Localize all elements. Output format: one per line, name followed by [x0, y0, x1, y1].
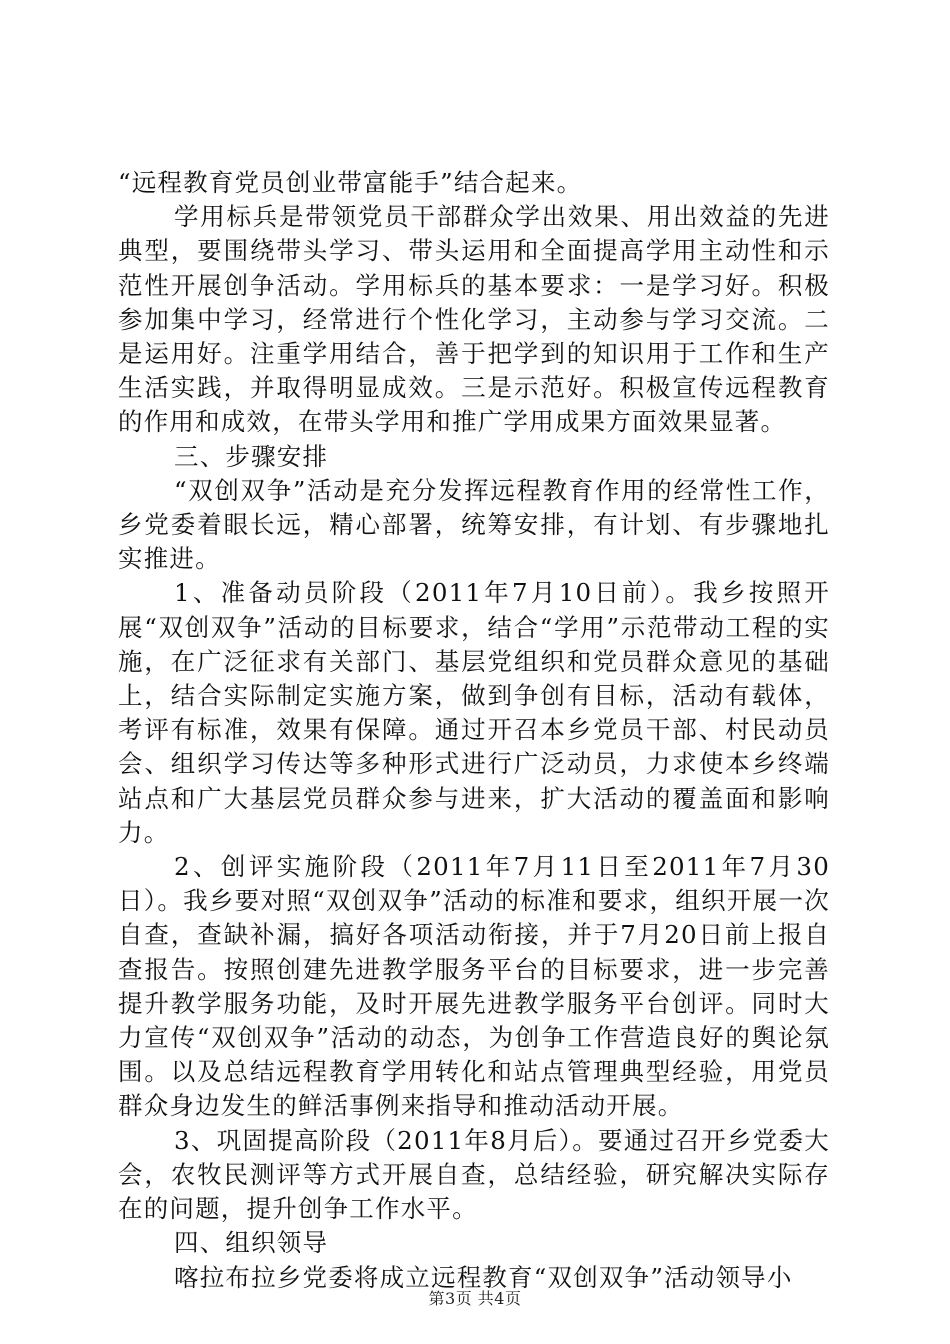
paragraph-steps-intro: “双创双争”活动是充分发挥远程教育作用的经常性工作，乡党委着眼长远，精心部署，统筹安排，有计划、有步骤地扎实推进。 [118, 475, 830, 574]
page-footer: 第3页 共4页 [428, 1289, 522, 1308]
document-body [118, 166, 830, 1295]
paragraph-step-2: 2、创评实施阶段（2011年7月11日至2011年7月30日）。我乡要对照“双创双争”活动的标准和要求，组织开展一次自查，查缺补漏，搞好各项活动衔接，并于7月20日前上报自查报告。按照创建先进教学服务平台的目标要求，进一步完善提升教学服务功能，及时开展先进教学服务平台创评。同时大力宣传“双创双争”活动的动态，为创争工作营造良好的舆论氛围。以及总结远程教育学用转化和站点管理典型经验，用党员群众身边发生的鲜活事例来指导和推动活动开展。 [118, 852, 830, 1121]
paragraph-organization: 喀拉布拉乡党委将成立远程教育“双创双争”活动领导小 [174, 1262, 793, 1292]
paragraph-step-3: 3、巩固提高阶段（2011年8月后）。要通过召开乡党委大会，农牧民测评等方式开展自查，总结经验，研究解决实际存在的问题，提升创争工作水平。 [118, 1125, 830, 1224]
paragraph-continuation: “远程教育党员创业带富能手”结合起来。 [118, 168, 583, 197]
paragraph-model-standard: 学用标兵是带领党员干部群众学出效果、用出效益的先进典型，要围绕带头学习、带头运用和全面提高学用主动性和示范性开展创争活动。学用标兵的基本要求：一是学习好。积极参加集中学习，经常进行个性化学习，主动参与学习交流。二是运用好。注重学用结合，善于把学到的知识用于工作和生产生活实践，并取得明显成效。三是示范好。积极宣传远程教育的作用和成效，在带头学用和推广学用成果方面效果显著。 [118, 202, 830, 437]
paragraph-step-1: 1、准备动员阶段（2011年7月10日前）。我乡按照开展“双创双争”活动的目标要求，结合“学用”示范带动工程的实施，在广泛征求有关部门、基层党组织和党员群众意见的基础上，结合实际制定实施方案，做到争创有目标，活动有载体，考评有标准，效果有保障。通过开召本乡党员干部、村民动员会、组织学习传达等多种形式进行广泛动员，力求使本乡终端站点和广大基层党员群众参与进来，扩大活动的覆盖面和影响力。 [118, 578, 830, 847]
heading-steps: 三、步骤安排 [174, 441, 329, 471]
heading-organization: 四、组织领导 [174, 1228, 329, 1258]
